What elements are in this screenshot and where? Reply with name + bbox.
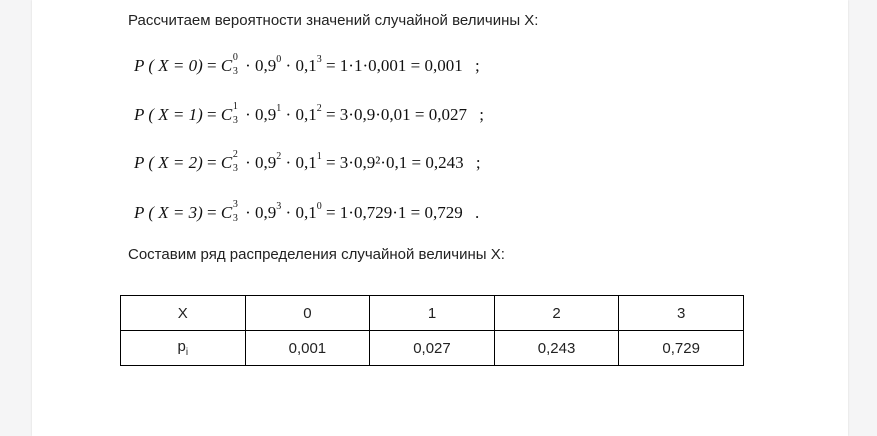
eq-calc: 1·0,729·1 [339,203,407,222]
equation-x0: P ( X = 0) = C 0 3 · $0,9^0 \cdot 0,1^3 = 1\cdot 1\cdot 0,001 = 0,001$ ; [134,52,480,77]
intro-text: Рассчитаем вероятности значений случайной величины X: [128,12,539,29]
table-cell: 3 [619,296,744,331]
binomial-coefficient: C 1 3 [220,101,238,126]
table-row [121,331,744,366]
eq-lhs: P ( X = 1) [134,105,203,124]
eq-result: 0,243 [425,153,464,172]
eq-result: 0,729 [424,203,463,222]
table-cell: 0,729 [619,331,744,366]
table-cell: 0 [245,296,370,331]
equation-x2: P ( X = 2) = C 2 3 · $0,9^2 \cdot 0,1^1 = 3\cdot 0,9^2\cdot 0,1 = 0,243$ ; [134,149,481,174]
table-cell: X [121,296,246,331]
eq-calc: 3·0,9²·0,1 [339,153,408,172]
table-row [121,296,744,331]
eq-result: 0,027 [428,105,467,124]
binomial-coefficient: C 2 3 [220,149,238,174]
eq-lhs: P ( X = 0) [134,56,203,75]
binomial-coefficient: C 0 3 [220,52,238,77]
outro-text: Составим ряд распределения случайной величины X: [128,246,505,263]
equation-x3: P ( X = 3) = C 3 3 · $0,9^3 \cdot 0,1^0 = 1\cdot 0,729\cdot 1 = 0,729$ . [134,199,480,224]
eq-result: 0,001 [424,56,463,75]
eq-calc: 3·0,9·0,01 [339,105,411,124]
binomial-coefficient: C 3 3 [220,199,238,224]
table-cell: 2 [494,296,619,331]
eq-lhs: P ( X = 3) [134,203,203,222]
table-cell: 0,027 [370,331,495,366]
eq-calc: 1·1·0,001 [339,56,407,75]
table-cell: 0,243 [494,331,619,366]
table-cell: 0,001 [245,331,370,366]
eq-lhs: P ( X = 2) [134,153,203,172]
equation-x1: P ( X = 1) = C 1 3 · $0,9^1 \cdot 0,1^2 = 3\cdot 0,9\cdot 0,01 = 0,027$ ; [134,101,484,126]
table-cell: 1 [370,296,495,331]
distribution-table [120,295,744,366]
table-cell: $p_i$ [121,331,246,366]
